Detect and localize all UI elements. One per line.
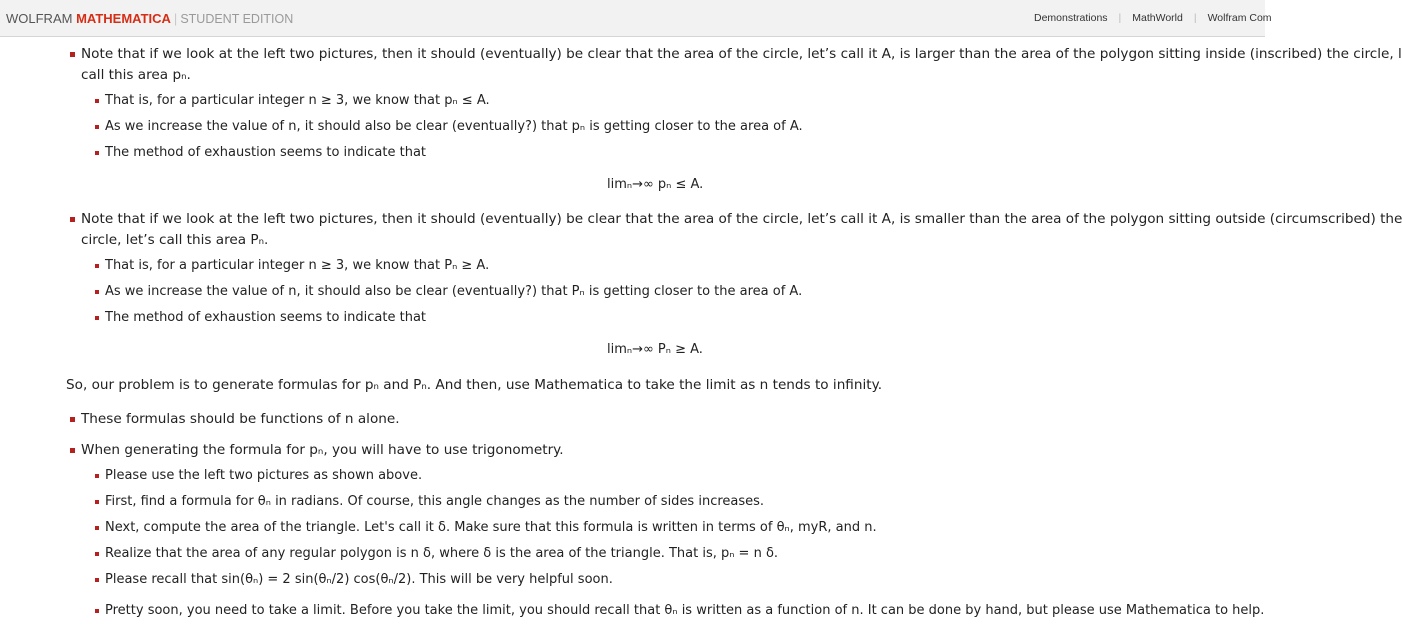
limit-equation: limₙ→∞ pₙ ≤ A. (607, 177, 704, 192)
cell-text: That is, for a particular integer n ≥ 3, we know that Pₙ ≥ A. (105, 258, 490, 273)
bullet-marker (95, 526, 99, 530)
cell-text: First, find a formula for θₙ in radians. Of course, this angle changes as the number of sides increases. (105, 494, 765, 509)
cell-text: call this area pₙ. (81, 67, 191, 83)
bullet-marker (95, 151, 99, 155)
bullet-marker (70, 448, 75, 453)
link-demonstrations[interactable]: Demonstrations (1034, 12, 1108, 24)
cell-text: Please recall that sin(θₙ) = 2 sin(θₙ/2) cos(θₙ/2). This will be very helpful soon. (105, 572, 613, 587)
bullet-marker (95, 316, 99, 320)
link-mathworld[interactable]: MathWorld (1132, 12, 1183, 24)
cell-text: circle, let’s call this area Pₙ. (81, 232, 269, 248)
bullet-marker (95, 99, 99, 103)
cell-text: As we increase the value of n, it should also be clear (eventually?) that Pₙ is getting closer to the area of A. (105, 284, 803, 299)
cell-text: These formulas should be functions of n alone. (81, 411, 400, 427)
cell-text: When generating the formula for pₙ, you will have to use trigonometry. (81, 442, 564, 458)
cell-text: The method of exhaustion seems to indicate that (105, 145, 427, 160)
bullet-marker (95, 264, 99, 268)
cell-text: So, our problem is to generate formulas for pₙ and Pₙ. And then, use Mathematica to take the limit as n tends to infinity. (66, 377, 883, 393)
site-header (0, 0, 1272, 37)
bullet-marker (70, 417, 75, 422)
bullet-marker (70, 52, 75, 57)
cell-text: Realize that the area of any regular polygon is n δ, where δ is the area of the triangle. That is, pₙ = n δ. (105, 546, 779, 561)
cell-text: Next, compute the area of the triangle. Let's call it δ. Make sure that this formula is written in terms of θₙ, myR, and n. (105, 520, 877, 535)
bullet-marker (95, 290, 99, 294)
link-wolfram-community[interactable]: Wolfram Com (1207, 12, 1272, 24)
cell-text: Note that if we look at the left two pictures, then it should (eventually) be clear that the area of the circle, let’s call it A, is smaller than the area of the polygon sitting outside (circumscribed) the (81, 211, 1402, 227)
bullet-marker (95, 609, 99, 613)
wolfram-logo[interactable] (6, 11, 293, 26)
brand-wolfram: WOLFRAM (6, 11, 73, 26)
brand-mathematica: MATHEMATICA (76, 11, 171, 26)
link-divider: | (1118, 12, 1122, 24)
header-links (1034, 12, 1272, 24)
cell-text: Pretty soon, you need to take a limit. Before you take the limit, you should recall that θₙ is written as a function of n. It can be done by hand, but please use Mathematica to help. (105, 603, 1265, 618)
bullet-marker (70, 217, 75, 222)
notebook-content (0, 37, 1402, 626)
link-divider: | (1193, 12, 1197, 24)
brand-edition: STUDENT EDITION (180, 12, 294, 26)
brand-divider: | (173, 11, 178, 26)
bullet-marker (95, 578, 99, 582)
cell-text: As we increase the value of n, it should also be clear (eventually?) that pₙ is getting closer to the area of A. (105, 119, 803, 134)
cell-text: That is, for a particular integer n ≥ 3, we know that pₙ ≤ A. (105, 93, 490, 108)
bullet-marker (95, 552, 99, 556)
cell-text: Note that if we look at the left two pictures, then it should (eventually) be clear that the area of the circle, let’s call it A, is larger than the area of the polygon sitting inside (inscribed) the circle, l (81, 46, 1402, 62)
cell-text: The method of exhaustion seems to indicate that (105, 310, 427, 325)
bullet-marker (95, 500, 99, 504)
limit-equation: limₙ→∞ Pₙ ≥ A. (607, 342, 703, 357)
cell-text: Please use the left two pictures as shown above. (105, 468, 423, 483)
bullet-marker (95, 474, 99, 478)
bullet-marker (95, 125, 99, 129)
